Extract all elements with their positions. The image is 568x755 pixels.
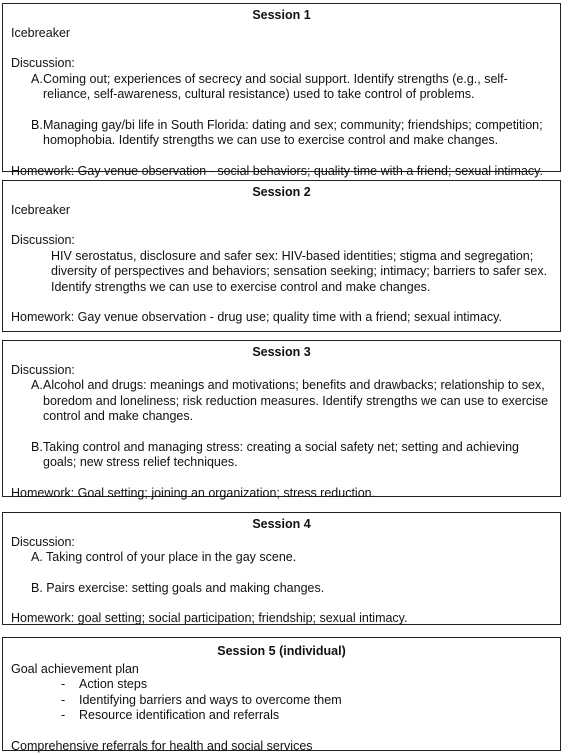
session-2-discussion-label: Discussion:: [11, 233, 75, 247]
session-4-title: Session 4: [252, 517, 311, 531]
dash-bullet: -: [61, 677, 66, 691]
session-5-plan-label: Goal achievement plan: [11, 661, 139, 676]
session-1-title: Session 1: [252, 8, 311, 22]
session-4-item-b: B. Pairs exercise: setting goals and making changes.: [31, 580, 325, 595]
session-2-box: [2, 180, 561, 332]
session-3-discussion-label: Discussion:: [11, 362, 75, 377]
session-5-list-item: [11, 708, 552, 724]
session-4-box: [2, 512, 561, 625]
session-4-homework: Homework: goal setting; social participation; friendship; sexual intimacy.: [11, 611, 408, 625]
dash-bullet: -: [61, 692, 66, 707]
session-3-item-b-text: Taking control and managing stress: creating a social safety net; setting and achieving goals; new stress relief techniques.: [43, 439, 519, 469]
session-1-item-a: [11, 72, 552, 103]
session-1-icebreaker: Icebreaker: [11, 25, 71, 40]
session-5-list-item-text: Action steps: [79, 677, 148, 691]
session-3-title: Session 3: [252, 345, 311, 359]
session-1-item-a-text: Coming out; experiences of secrecy and social support. Identify strengths (e.g., self-reliance, self-awareness, cultural resistance) used to take control of problems.: [43, 71, 508, 101]
session-2-homework: Homework: Gay venue observation - drug use; quality time with a friend; sexual intimacy.: [11, 310, 502, 324]
session-1-item-b-text: Managing gay/bi life in South Florida: dating and sex; community; friendships; competition; homophobia. Identify strengths we can use to exercise control and make changes.: [43, 117, 543, 147]
session-4-discussion-label: Discussion:: [11, 534, 75, 549]
dash-bullet: -: [61, 708, 66, 722]
session-3-box: [2, 340, 561, 500]
session-2-title: Session 2: [252, 185, 311, 199]
session-5-referrals: Comprehensive referrals for health and social services: [11, 738, 313, 753]
session-5-box: [2, 637, 561, 751]
session-3-item-b: [11, 440, 552, 471]
session-3-item-a-label: A.: [31, 378, 43, 392]
session-3-item-a: [11, 378, 552, 425]
session-3-homework: Homework: Goal setting; joining an organization; stress reduction.: [11, 485, 376, 500]
session-3-item-b-label: B.: [31, 439, 43, 454]
session-5-title: Session 5 (individual): [217, 644, 346, 658]
session-1-item-b: [11, 118, 552, 149]
session-3-item-a-text: Alcohol and drugs: meanings and motivations; benefits and drawbacks; relationship to sex, boredom and loneliness; risk reduction measures. Identify strengths we can use to exercise control and make changes.: [43, 378, 549, 423]
session-5-list-item-text: Resource identification and referrals: [79, 708, 280, 722]
session-1-box: [2, 3, 561, 178]
session-2-icebreaker: Icebreaker: [11, 202, 71, 217]
session-1-item-a-label: A.: [31, 71, 43, 86]
session-5-list-item: [11, 693, 552, 709]
session-5-list-item: [11, 677, 552, 693]
session-2-discussion-text: HIV serostatus, disclosure and safer sex: HIV-based identities; stigma and segregation; diversity of perspectives and behaviors; sensation seeking; intimacy; barriers to safer sex. Identify strengths we can use to exercise control and make changes.: [51, 248, 548, 294]
session-5-list-item-text: Identifying barriers and ways to overcome them: [79, 692, 342, 707]
session-4-item-a: A. Taking control of your place in the gay scene.: [31, 550, 297, 564]
session-1-discussion-label: Discussion:: [11, 56, 75, 70]
session-1-homework: Homework: Gay venue observation - social behaviors; quality time with a friend; sexual intimacy.: [11, 163, 543, 178]
session-1-item-b-label: B.: [31, 117, 43, 132]
